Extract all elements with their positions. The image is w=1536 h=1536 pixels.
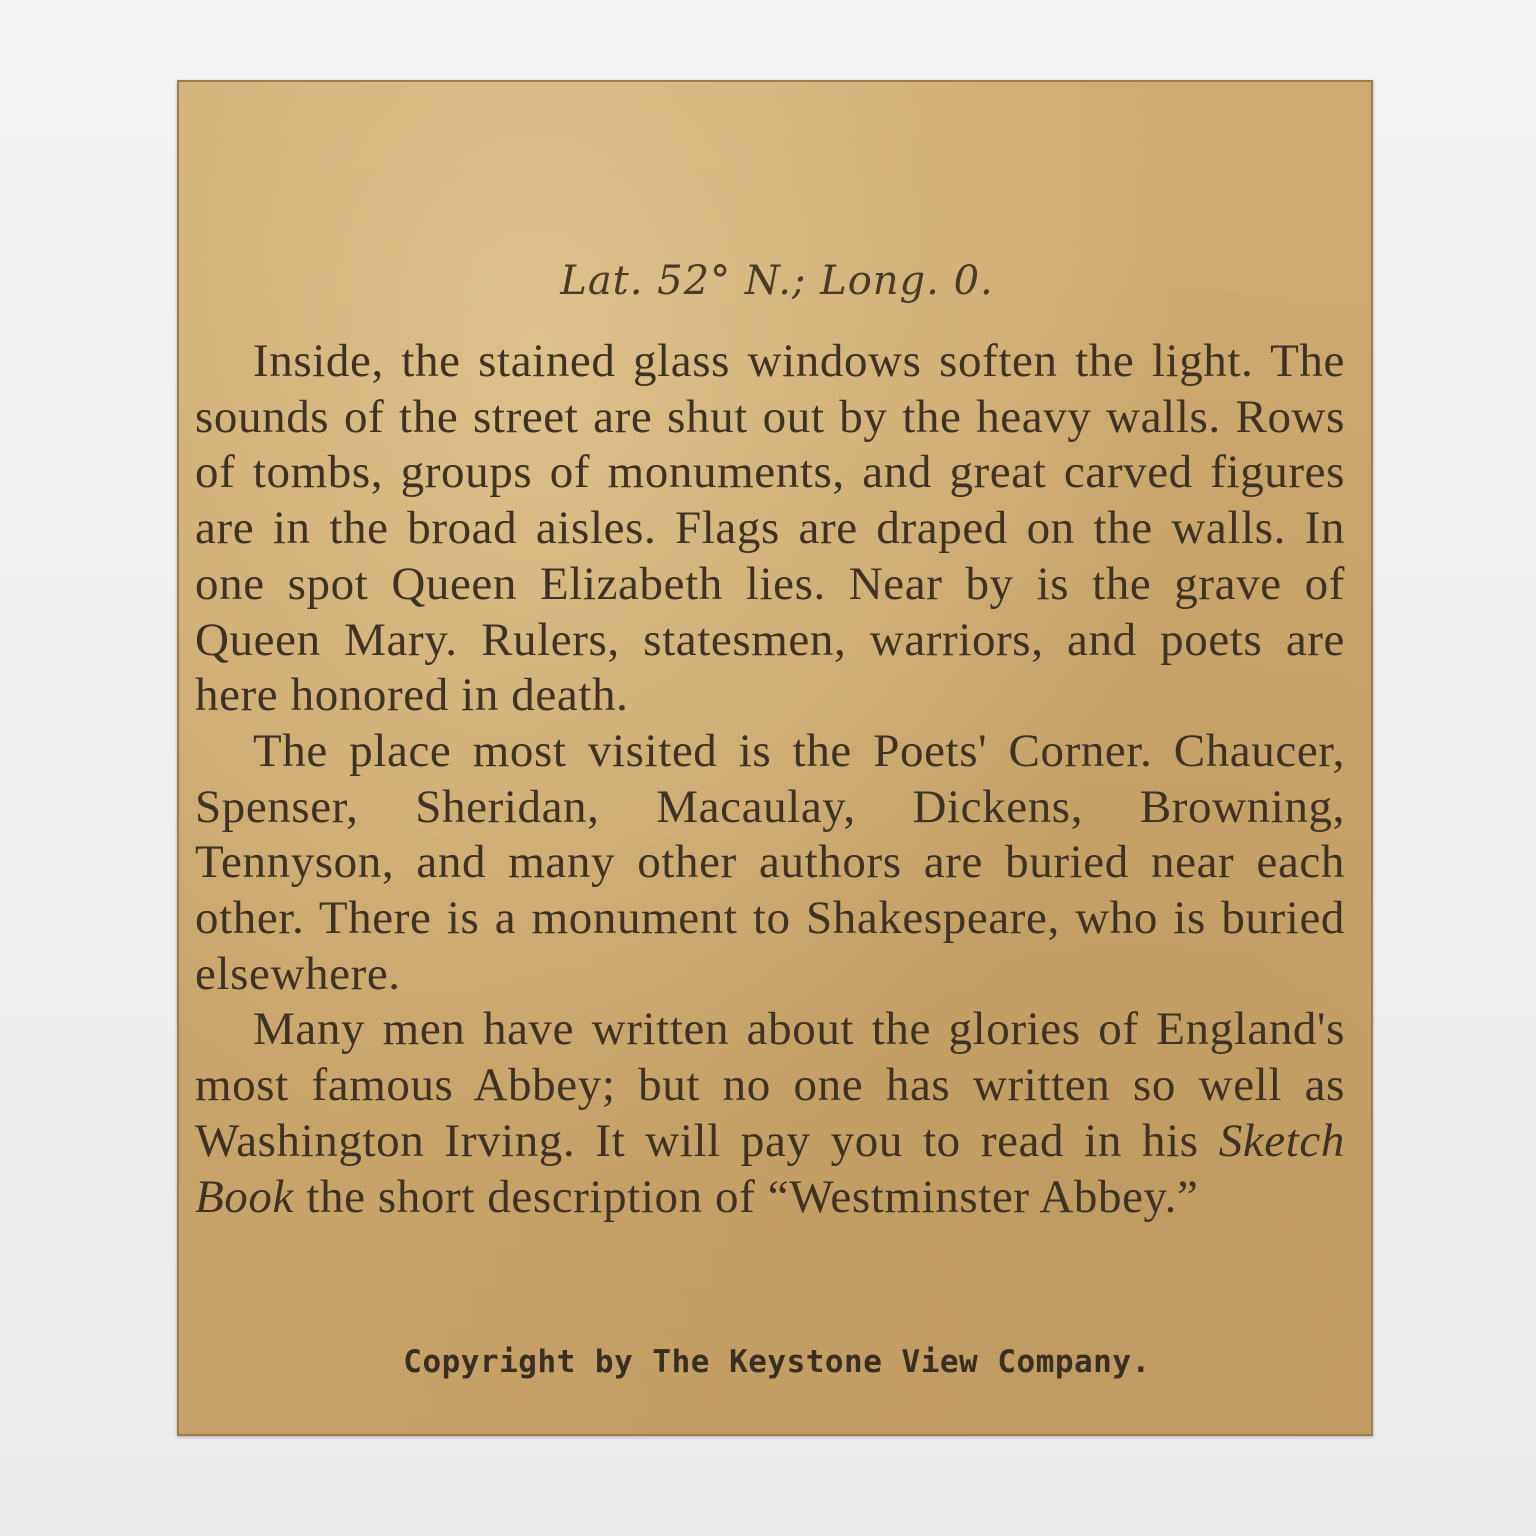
card-body-text [195, 334, 1345, 1225]
copyright-notice: Copyright by The Keystone View Company. [403, 1344, 1151, 1380]
sketch-book-title: Sketch Book [195, 1114, 1345, 1223]
paragraph-poets-corner: The place most visited is the Poets' Corner. Chaucer, Spenser, Sheridan, Macaulay, Dickens, Browning, Tennyson, and many other authors are buried near each other. There is a monument to Shakespeare, who is buried elsewhere. [195, 724, 1345, 1000]
paragraph-washington-irving [195, 1002, 1345, 1225]
coordinates-heading: Lat. 52° N.; Long. 0. [560, 258, 994, 304]
paragraph-interior: Inside, the stained glass windows soften the light. The sounds of the street are shut out by the heavy walls. Rows of tombs, groups of monuments, and great carved figures are in the broad aisles. Flags are draped on the walls. In one spot Queen Elizabeth lies. Near by is the grave of Queen Mary. Rulers, statesmen, warriors, and poets are here honored in death. [195, 335, 1345, 722]
stereoview-card-back [177, 80, 1373, 1436]
paragraph-text-after: the short description of “Westminster Abbey.” [293, 1170, 1199, 1223]
paragraph-text-before: Many men have written about the glories of England's most famous Abbey; but no one has written so well as Washington Irving. It will pay you to read in his [195, 1003, 1345, 1167]
